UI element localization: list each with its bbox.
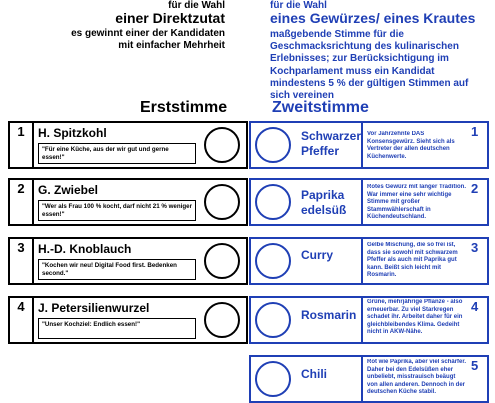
left-header-rule-line-a: es gewinnt einer der Kandidaten bbox=[71, 28, 225, 39]
candidate-number: 2 bbox=[10, 180, 34, 224]
candidate-number: 1 bbox=[10, 123, 34, 167]
candidate-row-2 bbox=[8, 178, 248, 226]
spice-description: Vor Jahrzehnte DAS Konsensgewürz. Sieht sich als Vertreter der allen deutschen Küchenwerte. bbox=[367, 131, 455, 160]
spice-name-line1: Paprika bbox=[301, 188, 345, 202]
spice-name bbox=[301, 188, 346, 218]
candidate-name: H.-D. Knoblauch bbox=[38, 242, 132, 256]
candidate-number: 3 bbox=[10, 239, 34, 283]
vote-circle[interactable] bbox=[255, 302, 291, 338]
spice-row-1 bbox=[249, 121, 489, 169]
spice-row-4 bbox=[249, 296, 489, 344]
spice-name bbox=[301, 308, 356, 323]
spice-name bbox=[301, 367, 327, 382]
candidate-slogan: "Wer als Frau 100 % kocht, darf nicht 21 % weniger essen!" bbox=[38, 200, 196, 221]
candidate-name: J. Petersilienwurzel bbox=[38, 301, 150, 315]
spice-description: Rot wie Paprika, aber viel schärfer. Daher bei den Edelsüßen eher unbeliebt, misstrauisch beäugt von allen anderen. Dennoch in der deutschen Küche stabil. bbox=[367, 359, 467, 396]
left-header-rule-line-b: mit einfacher Mehrheit bbox=[118, 40, 225, 51]
spice-name-line1: Chili bbox=[301, 367, 327, 381]
spice-row-5 bbox=[249, 355, 489, 403]
right-header-rule: maßgebende Stimme für die Geschmacksrichtung des kulinarischen Erlebnisses; zur Berücksichtigung im Kochparlament muss ein Kandidat mindestens 5 % der gültigen Stimmen auf sich vereinen bbox=[270, 29, 469, 102]
vote-circle[interactable] bbox=[255, 361, 291, 397]
candidate-row-4 bbox=[8, 296, 248, 344]
row-divider bbox=[361, 123, 363, 167]
spice-name-line2: Pfeffer bbox=[301, 144, 340, 158]
vote-circle[interactable] bbox=[204, 127, 240, 163]
spice-name bbox=[301, 129, 361, 159]
left-header-rule bbox=[0, 28, 225, 52]
spice-number: 1 bbox=[471, 124, 479, 139]
candidate-number: 4 bbox=[10, 298, 34, 342]
candidate-name: G. Zwiebel bbox=[38, 183, 99, 197]
spice-number: 5 bbox=[471, 358, 479, 373]
right-header-title: eines Gewürzes/ eines Krautes bbox=[270, 10, 476, 26]
row-divider bbox=[361, 239, 363, 283]
spice-name bbox=[301, 248, 333, 263]
row-divider bbox=[361, 298, 363, 342]
spice-name-line1: Rosmarin bbox=[301, 308, 357, 322]
spice-description: Gelbe Mischung, die so frei ist, dass sie sowohl mit schwarzem Pfeffer als auch mit Paprika gut kann. Beißt sich leicht mit Rosmarin. bbox=[367, 242, 458, 279]
candidate-row-3 bbox=[8, 237, 248, 285]
row-divider bbox=[361, 357, 363, 401]
candidate-slogan: "Kochen wir neu! Digital Food first. Bedenken second." bbox=[38, 259, 196, 280]
candidate-row-1 bbox=[8, 121, 248, 169]
spice-number: 4 bbox=[471, 299, 479, 314]
column-title-first-vote: Erststimme bbox=[140, 99, 228, 116]
spice-description: Rotes Gewürz mit langer Tradition. War immer eine sehr wichtige Stimme mit großer Stammwählerschaft in Küchendeutschland. bbox=[367, 184, 467, 221]
spice-number: 3 bbox=[471, 240, 479, 255]
left-header-title: einer Direktzutat bbox=[115, 10, 225, 26]
spice-name-line1: Curry bbox=[301, 248, 334, 262]
spice-name-line2: edelsüß bbox=[301, 203, 347, 217]
vote-circle[interactable] bbox=[204, 243, 240, 279]
spice-number: 2 bbox=[471, 181, 479, 196]
right-header-line1: für die Wahl bbox=[270, 0, 327, 11]
spice-description: Grüne, mehrjährige Pflanze - also erneuerbar. Zu viel Starkregen schadet ihr. Arbeitet daher für ein gleichbleibendes Klima. Gedeiht nicht in AKW-Nähe. bbox=[367, 299, 463, 336]
column-title-second-vote: Zweitstimme bbox=[272, 99, 369, 116]
candidate-slogan: "Für eine Küche, aus der wir gut und gerne essen!" bbox=[38, 143, 196, 164]
spice-name-line1: Schwarzer bbox=[301, 129, 362, 143]
vote-circle[interactable] bbox=[255, 184, 291, 220]
vote-circle[interactable] bbox=[255, 243, 291, 279]
left-header-line1: für die Wahl bbox=[168, 0, 225, 11]
vote-circle[interactable] bbox=[204, 184, 240, 220]
spice-row-3 bbox=[249, 237, 489, 285]
candidate-slogan: "Unser Kochziel: Endlich essen!" bbox=[38, 318, 196, 339]
vote-circle[interactable] bbox=[204, 302, 240, 338]
vote-circle[interactable] bbox=[255, 127, 291, 163]
spice-row-2 bbox=[249, 178, 489, 226]
row-divider bbox=[361, 180, 363, 224]
candidate-name: H. Spitzkohl bbox=[38, 126, 107, 140]
